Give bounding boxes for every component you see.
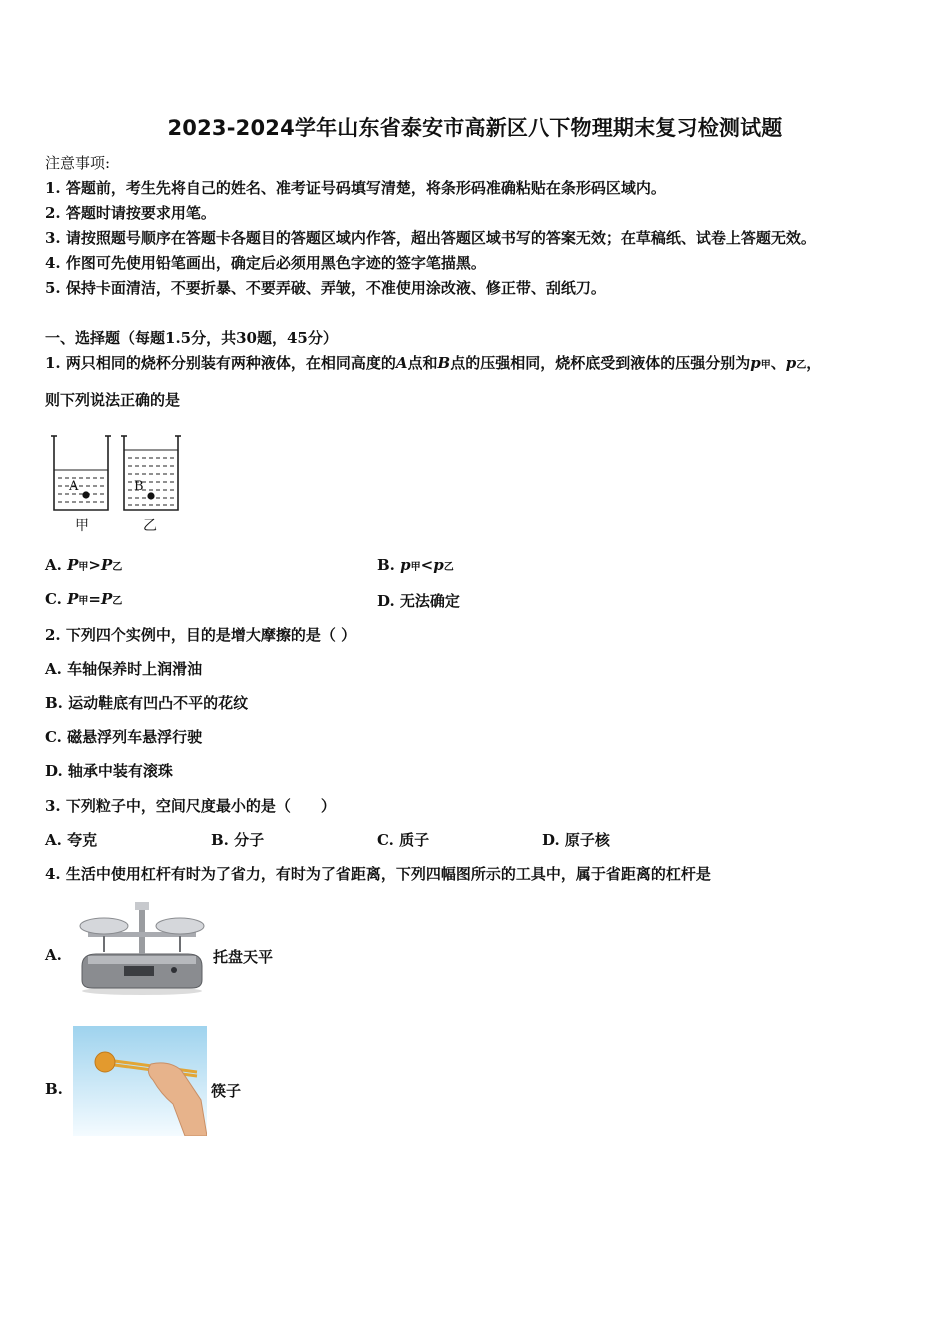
q2-option-d[interactable]: D. 轴承中装有滚珠 bbox=[45, 762, 173, 780]
note-item-5: 5. 保持卡面清洁，不要折暴、不要弄破、弄皱，不准使用涂改液、修正带、刮纸刀。 bbox=[45, 279, 606, 297]
q2-option-c[interactable]: C. 磁悬浮列车悬浮行驶 bbox=[45, 728, 203, 746]
q1-option-a[interactable]: A. P甲>P乙 bbox=[45, 556, 123, 574]
q1-option-b[interactable]: B. p甲<p乙 bbox=[377, 556, 454, 574]
question-3-text: 3. 下列粒子中，空间尺度最小的是（ ） bbox=[45, 797, 336, 815]
note-item-4: 4. 作图可先使用铅笔画出，确定后必须用黑色字迹的签字笔描黑。 bbox=[45, 254, 486, 272]
page-title: 2023-2024学年山东省泰安市高新区八下物理期末复习检测试题 bbox=[167, 116, 783, 140]
q3-option-a[interactable]: A. 夸克 bbox=[45, 831, 98, 849]
section-heading: 一、选择题（每题1.5分，共30题，45分） bbox=[45, 329, 338, 347]
beaker-yi bbox=[121, 436, 181, 534]
balance-scale-image bbox=[74, 896, 210, 996]
question-1-text: 1. 两只相同的烧杯分别装有两种液体，在相同高度的A点和B点的压强相同，烧杯底受到液体的压强分别为p甲、p乙， bbox=[45, 354, 822, 372]
q2-option-b[interactable]: B. 运动鞋底有凹凸不平的花纹 bbox=[45, 694, 249, 712]
q3-option-d[interactable]: D. 原子核 bbox=[542, 831, 610, 849]
question-4-text: 4. 生活中使用杠杆有时为了省力，有时为了省距离，下列四幅图所示的工具中，属于省距离的杠杆是 bbox=[45, 865, 711, 883]
q4-option-b-prefix[interactable]: B. bbox=[45, 1080, 63, 1098]
note-item-1: 1. 答题前，考生先将自己的姓名、准考证号码填写清楚，将条形码准确粘贴在条形码区域内。 bbox=[45, 179, 666, 197]
q1-option-d[interactable]: D. 无法确定 bbox=[377, 592, 460, 610]
q3-option-b[interactable]: B. 分子 bbox=[211, 831, 265, 849]
caption-jia: 甲 bbox=[75, 518, 89, 534]
point-a-label: A bbox=[69, 479, 79, 494]
note-item-2: 2. 答题时请按要求用笔。 bbox=[45, 204, 216, 222]
q4-option-a-prefix[interactable]: A. bbox=[45, 946, 62, 964]
point-b-label: B bbox=[134, 479, 144, 494]
notes-header: 注意事项: bbox=[45, 154, 111, 172]
beaker-jia bbox=[51, 436, 111, 534]
chopsticks-image bbox=[73, 1026, 207, 1136]
q4-option-a-label[interactable]: 托盘天平 bbox=[213, 948, 274, 966]
caption-yi: 乙 bbox=[143, 518, 157, 534]
q3-option-c[interactable]: C. 质子 bbox=[377, 831, 430, 849]
q4-option-b-label[interactable]: 筷子 bbox=[211, 1082, 242, 1100]
question-1-line2: 则下列说法正确的是 bbox=[45, 391, 181, 409]
q1-option-c[interactable]: C. P甲=P乙 bbox=[45, 590, 123, 608]
beakers-figure bbox=[48, 430, 188, 540]
q2-option-a[interactable]: A. 车轴保养时上润滑油 bbox=[45, 660, 203, 678]
question-2-text: 2. 下列四个实例中，目的是增大摩擦的是（ ） bbox=[45, 626, 357, 644]
note-item-3: 3. 请按照题号顺序在答题卡各题目的答题区域内作答，超出答题区域书写的答案无效；在草稿纸、试卷上答题无效。 bbox=[45, 229, 816, 247]
